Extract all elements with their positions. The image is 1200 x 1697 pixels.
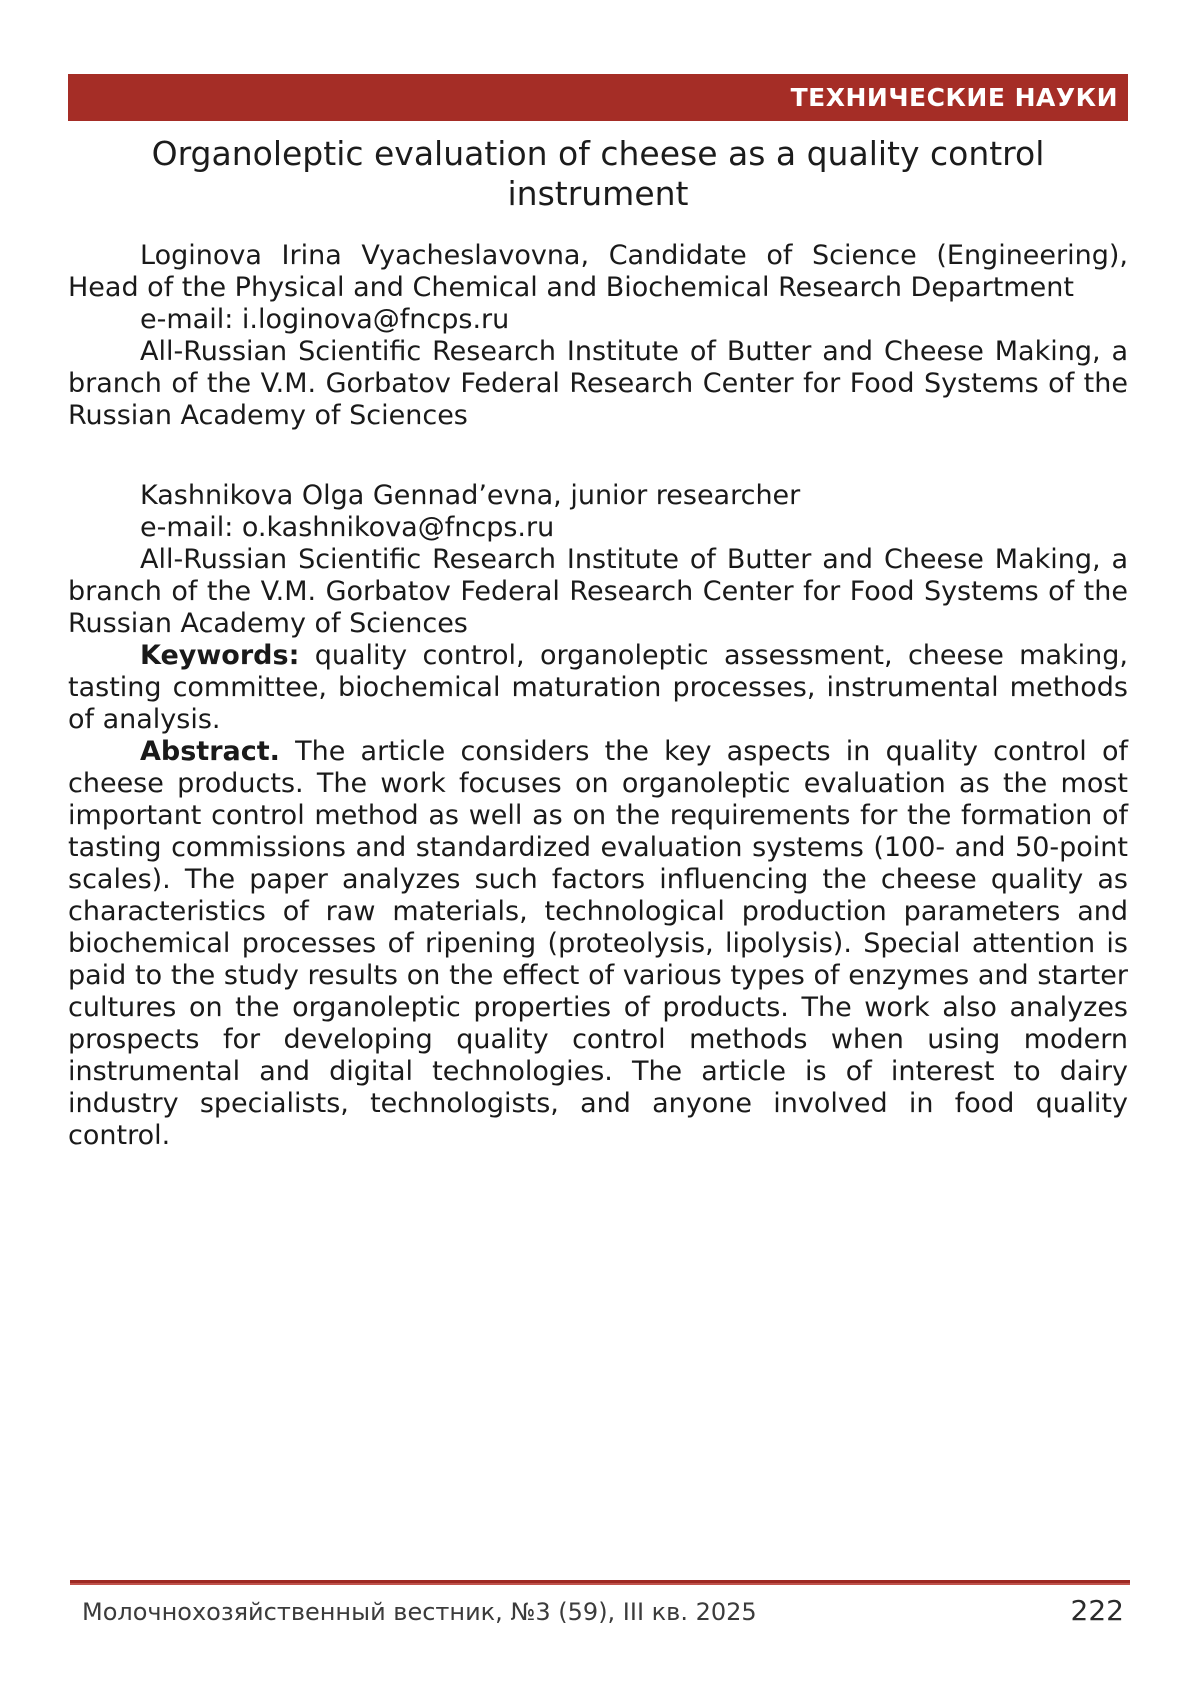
- page-footer: [70, 1580, 1130, 1627]
- author-1-affiliation: All-Russian Scientific Research Institute of Butter and Cheese Making, a branch of the V.M. Gorbatov Federal Research Center for Food Systems of the Russian Academy of Sciences: [68, 336, 1128, 431]
- author-2-name-line: Kashnikova Olga Gennad’evna, junior researcher: [140, 480, 801, 511]
- author-1-name-line: Loginova Irina Vyacheslavovna, Candidate of Science (Engineering), Head of the Physical and Chemical and Biochemical Research Department: [68, 240, 1128, 303]
- abstract-paragraph: [68, 736, 1128, 1152]
- page-content: [68, 74, 1128, 1152]
- keywords-text: quality control, organoleptic assessment, cheese making, tasting committee, biochemical maturation processes, instrumental methods of analysis.: [68, 640, 1128, 735]
- abstract-text: The article considers the key aspects in quality control of cheese products. The work focuses on organoleptic evaluation as the most important control method as well as on the requirements for the formation of tasting commissions and standardized evaluation systems (100- and 50-point scales). The paper analyzes such factors influencing the cheese quality as characteristics of raw materials, technological production parameters and biochemical processes of ripening (proteolysis, lipolysis). Special attention is paid to the study results on the effect of various types of enzymes and starter cultures on the organoleptic properties of products. The work also analyzes prospects for developing quality control methods when using modern instrumental and digital technologies. The article is of interest to dairy industry specialists, technologists, and anyone involved in food quality control.: [68, 736, 1128, 1151]
- footer-page-number: 222: [1070, 1594, 1124, 1627]
- footer-journal-title: Молочнохозяйственный вестник, №3 (59), III кв. 2025: [82, 1598, 757, 1626]
- footer-row: [70, 1594, 1130, 1627]
- abstract-label: Abstract.: [140, 736, 280, 767]
- article-front-matter: [68, 240, 1128, 1152]
- author-block-1: [68, 240, 1128, 432]
- author-block-2: [68, 480, 1128, 640]
- keywords-paragraph: [68, 640, 1128, 736]
- section-banner-label: ТЕХНИЧЕСКИЕ НАУКИ: [790, 83, 1118, 112]
- section-banner: [68, 74, 1128, 121]
- keywords-label: Keywords:: [140, 640, 300, 671]
- article-title: Organoleptic evaluation of cheese as a quality control instrument: [151, 134, 1045, 213]
- author-2-affiliation: All-Russian Scientific Research Institute of Butter and Cheese Making, a branch of the V.M. Gorbatov Federal Research Center for Food Systems of the Russian Academy of Sciences: [68, 544, 1128, 639]
- author-1-email-line: e-mail: i.loginova@fncps.ru: [140, 304, 510, 335]
- footer-divider: [70, 1580, 1130, 1585]
- author-2-email-line: e-mail: o.kashnikova@fncps.ru: [140, 512, 555, 543]
